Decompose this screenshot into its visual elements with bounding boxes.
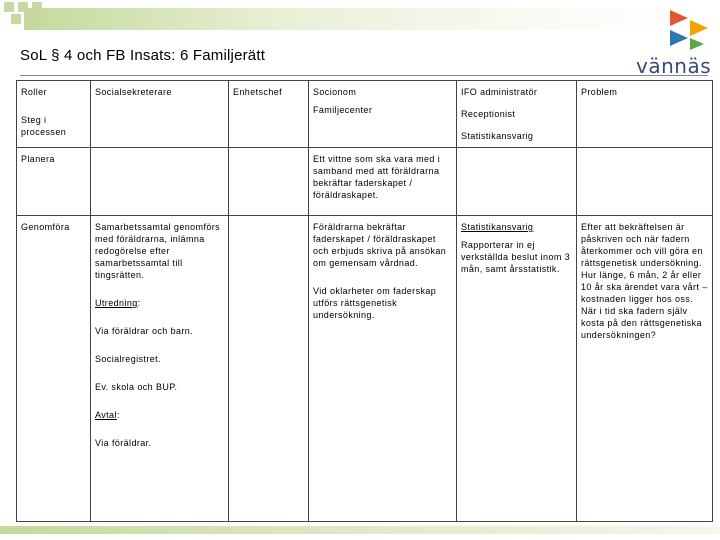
genomfora-socionom-cell bbox=[309, 216, 457, 522]
process-table bbox=[16, 80, 713, 522]
skola-bup-text: Ev. skola och BUP. bbox=[95, 382, 178, 392]
utredning-colon: : bbox=[137, 298, 141, 308]
genomfora-label: Genomföra bbox=[17, 216, 91, 522]
bekraftar-text: Föräldrarna bekräftar faderskapet / föräldraskapet och erbjuds skriva på ansökan om gemensam vårdnad. bbox=[313, 222, 447, 268]
familjecenter-label: Familjecenter bbox=[313, 105, 373, 115]
genomfora-enhetschef bbox=[229, 216, 309, 522]
steg-label-line1: Steg i bbox=[21, 115, 47, 125]
via-foraldrar-barn-text: Via föräldrar och barn. bbox=[95, 326, 194, 336]
avtal-label: Avtal bbox=[95, 410, 117, 420]
planera-row bbox=[17, 148, 713, 216]
rapporterar-text: Rapporterar in ej verkställda beslut inom 3 mån, samt årsstatistik. bbox=[461, 240, 571, 274]
title-divider bbox=[20, 75, 708, 76]
planera-ifo bbox=[457, 148, 577, 216]
header-socialsekreterare: Socialsekreterare bbox=[91, 81, 229, 148]
avtal-heading bbox=[95, 409, 224, 421]
statistikansvarig-text: Statistikansvarig bbox=[461, 222, 534, 232]
genomfora-socialsekreterare-cell bbox=[91, 216, 229, 522]
receptionist-label: Receptionist bbox=[461, 109, 516, 119]
vannas-logo-icon bbox=[668, 8, 712, 52]
header-enhetschef: Enhetschef bbox=[229, 81, 309, 148]
via-foraldrar-text: Via föräldrar. bbox=[95, 438, 152, 448]
planera-socialsekreterare bbox=[91, 148, 229, 216]
vannas-logo-text: vännäs bbox=[636, 54, 712, 78]
socionom-label: Socionom bbox=[313, 87, 357, 97]
genomfora-problem: Efter att bekräftelsen är påskriven och när fadern återkommer och vill göra en rättsgenetisk undersökning. Hur länge, 6 mån, 2 år eller 10 år ska ärendet vara vårt – kostnaden ligger hos oss. När i tid ska fadern själv kosta på den rättsgenetiska undersökningen? bbox=[577, 216, 713, 522]
steg-label-line2: processen bbox=[21, 127, 67, 137]
utredning-heading bbox=[95, 297, 224, 309]
planera-socionom: Ett vittne som ska vara med i samband med att föräldrarna bekräftar faderskapet / föräldraskapet. bbox=[309, 148, 457, 216]
header-banner bbox=[24, 8, 674, 30]
genomfora-row bbox=[17, 216, 713, 522]
planera-label: Planera bbox=[17, 148, 91, 216]
planera-problem bbox=[577, 148, 713, 216]
samarbete-text: Samarbetssamtal genomförs med föräldrarna, inlämna redogörelse efter samarbetssamtal till tingsrätten. bbox=[95, 222, 221, 280]
roller-label: Roller bbox=[21, 87, 47, 97]
statistikansvarig-label: Statistikansvarig bbox=[461, 131, 534, 141]
avtal-colon: : bbox=[116, 410, 120, 420]
planera-enhetschef bbox=[229, 148, 309, 216]
utredning-label: Utredning bbox=[95, 298, 138, 308]
header-row bbox=[17, 81, 713, 148]
header-problem: Problem bbox=[577, 81, 713, 148]
genomfora-ifo-cell bbox=[457, 216, 577, 522]
header-ifo-cell bbox=[457, 81, 577, 148]
page-title: SoL § 4 och FB Insats: 6 Familjerätt bbox=[20, 47, 266, 64]
header-roller-cell bbox=[17, 81, 91, 148]
header-socionom-cell bbox=[309, 81, 457, 148]
oklarheter-text: Vid oklarheter om faderskap utförs rättsgenetisk undersökning. bbox=[313, 286, 437, 320]
ifo-admin-label: IFO administratör bbox=[461, 87, 538, 97]
footer-banner bbox=[0, 526, 720, 534]
socialregistret-text: Socialregistret. bbox=[95, 354, 161, 364]
